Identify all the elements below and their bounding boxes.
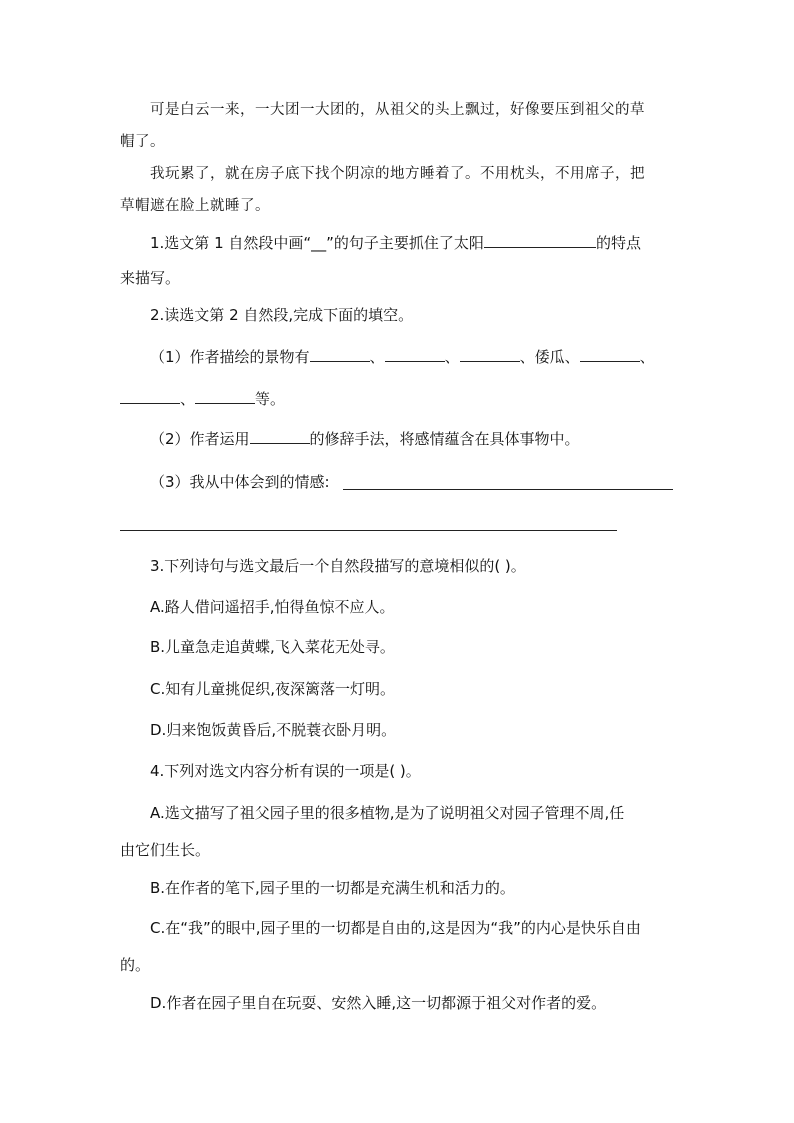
passage-p2-line2: 草帽遮在脸上就睡了。 xyxy=(120,198,270,214)
question-2-sub2 xyxy=(150,429,580,449)
separator: 、 xyxy=(564,348,580,366)
question-4-option-c-line2: 的。 xyxy=(120,956,151,974)
sub2-suffix: 的修辞手法，将感情蕴含在具体事物中。 xyxy=(309,430,580,448)
answer-blank[interactable] xyxy=(195,389,255,404)
passage-p2-line1: 我玩累了，就在房子底下找个阴凉的地方睡着了。不用枕头，不用席子，把 xyxy=(150,166,645,182)
question-2-stem: 2.读选文第 2 自然段,完成下面的填空。 xyxy=(150,306,414,324)
answer-blank[interactable] xyxy=(580,347,640,362)
question-4-option-a-line2: 由它们生长。 xyxy=(120,841,211,859)
sub2-prefix: （2）作者运用 xyxy=(150,430,250,448)
answer-blank[interactable] xyxy=(310,347,370,362)
answer-blank[interactable] xyxy=(484,233,596,248)
question-2-sub1 xyxy=(150,347,655,367)
question-3-stem: 3.下列诗句与选文最后一个自然段描写的意境相似的( )。 xyxy=(150,557,526,575)
sub1-end: 等。 xyxy=(255,390,286,408)
question-3-option-c: C.知有儿童挑促织,夜深篱落一灯明。 xyxy=(150,680,396,698)
sub1-prefix: （1）作者描绘的景物有 xyxy=(150,348,310,366)
separator: 、 xyxy=(639,348,655,366)
answer-line[interactable] xyxy=(343,489,673,490)
separator: 、 xyxy=(369,348,385,366)
passage-p1-line1: 可是白云一来，一大团一大团的，从祖父的头上飘过，好像要压到祖父的草 xyxy=(150,102,645,118)
answer-line[interactable] xyxy=(120,530,617,531)
question-3-option-a: A.路人借问遥招手,怕得鱼惊不应人。 xyxy=(150,598,395,616)
answer-blank[interactable] xyxy=(120,389,180,404)
question-3-option-b: B.儿童急走追黄蝶,飞入菜花无处寻。 xyxy=(150,638,395,656)
question-4-option-b: B.在作者的笔下,园子里的一切都是充满生机和活力的。 xyxy=(150,879,515,897)
sub3-prefix: （3）我从中体会到的情感: xyxy=(150,473,330,491)
separator: 、 xyxy=(444,348,460,366)
question-2-sub3 xyxy=(150,472,330,492)
answer-blank[interactable] xyxy=(385,347,445,362)
question-1-text: 1.选文第 1 自然段中画“__”的句子主要抓住了太阳 xyxy=(150,234,484,252)
answer-blank[interactable] xyxy=(250,429,310,444)
separator: 、 xyxy=(180,390,196,408)
question-4-stem: 4.下列对选文内容分析有误的一项是( )。 xyxy=(150,762,421,780)
question-1-line2: 来描写。 xyxy=(120,269,181,287)
question-4-option-d: D.作者在园子里自在玩耍、安然入睡,这一切都源于祖父对作者的爱。 xyxy=(150,994,607,1012)
question-4-option-a-line1: A.选文描写了祖父园子里的很多植物,是为了说明祖父对园子管理不周,任 xyxy=(150,804,625,822)
question-1-line1 xyxy=(150,233,641,253)
sub1-word: 倭瓜 xyxy=(534,348,565,366)
question-1-text-end: 的特点 xyxy=(595,234,641,252)
answer-blank[interactable] xyxy=(460,347,520,362)
question-2-sub1-cont xyxy=(120,389,285,409)
question-3-option-d: D.归来饱饭黄昏后,不脱蓑衣卧月明。 xyxy=(150,721,397,739)
separator: 、 xyxy=(519,348,535,366)
question-4-option-c-line1: C.在“我”的眼中,园子里的一切都是自由的,这是因为“我”的内心是快乐自由 xyxy=(150,919,641,937)
passage-p1-line2: 帽了。 xyxy=(120,134,165,150)
